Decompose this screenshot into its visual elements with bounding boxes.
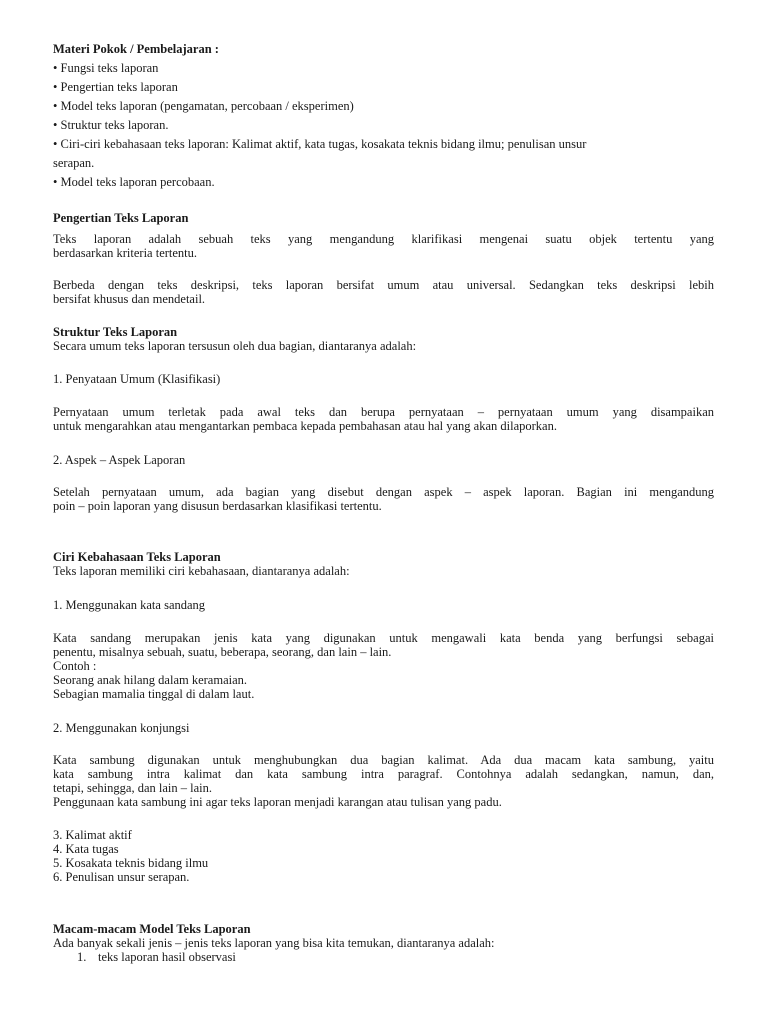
macam-intro: Ada banyak sekali jenis – jenis teks laporan yang bisa kita temukan, diantaranya adalah: (53, 936, 495, 950)
ciri-item-2-desc (53, 753, 714, 795)
paragraph-line: Kata sandang merupakan jenis kata yang digunakan untuk mengawali kata benda yang berfungsi sebagai (53, 631, 714, 645)
paragraph-line: tetapi, sehingga, dan lain – lain. (53, 781, 212, 795)
list-number: 1. (77, 950, 87, 964)
materi-heading: Materi Pokok / Pembelajaran : (53, 42, 219, 56)
struktur-item-2: 2. Aspek – Aspek Laporan (53, 453, 186, 467)
materi-item: • Fungsi teks laporan (53, 61, 159, 75)
contoh-sentence: Seorang anak hilang dalam keramaian. (53, 673, 248, 687)
paragraph-line: poin – poin laporan yang disusun berdasarkan klasifikasi tertentu. (53, 499, 382, 513)
struktur-intro: Secara umum teks laporan tersusun oleh dua bagian, diantaranya adalah: (53, 339, 417, 353)
ciri-item-1-desc (53, 631, 714, 659)
paragraph-line: Pernyataan umum terletak pada awal teks dan berupa pernyataan – pernyataan umum yang disampaikan (53, 405, 714, 419)
paragraph-line: Teks laporan adalah sebuah teks yang mengandung klarifikasi mengenai suatu objek tertentu yang (53, 232, 714, 246)
ciri-item: 5. Kosakata teknis bidang ilmu (53, 856, 209, 870)
pengertian-heading: Pengertian Teks Laporan (53, 211, 189, 225)
paragraph-line: Kata sambung digunakan untuk menghubungkan dua bagian kalimat. Ada dua macam kata sambung, yaitu (53, 753, 714, 767)
paragraph-line: Setelah pernyataan umum, ada bagian yang disebut dengan aspek – aspek laporan. Bagian ini mengandung (53, 485, 714, 499)
ciri-item-2-note: Penggunaan kata sambung ini agar teks laporan menjadi karangan atau tulisan yang padu. (53, 795, 502, 809)
paragraph-line: untuk mengarahkan atau mengantarkan pembaca kepada pembahasan atau hal yang akan dilaporkan. (53, 419, 557, 433)
paragraph-line: bersifat khusus dan mendetail. (53, 292, 206, 306)
paragraph-line: Berbeda dengan teks deskripsi, teks laporan bersifat umum atau universal. Sedangkan teks deskripsi lebih (53, 278, 714, 292)
list-item: teks laporan hasil observasi (98, 950, 236, 964)
paragraph-line: kata sambung intra kalimat dan kata sambung intra paragraf. Contohnya adalah sedangkan, namun, dan, (53, 767, 714, 781)
ciri-item-1: 1. Menggunakan kata sandang (53, 598, 206, 612)
materi-item: • Struktur teks laporan. (53, 118, 169, 132)
ciri-item: 4. Kata tugas (53, 842, 119, 856)
paragraph-line: berdasarkan kriteria tertentu. (53, 246, 198, 260)
ciri-item-2: 2. Menggunakan konjungsi (53, 721, 190, 735)
struktur-heading: Struktur Teks Laporan (53, 325, 178, 339)
pengertian-paragraph-1 (53, 232, 714, 260)
ciri-item: 3. Kalimat aktif (53, 828, 132, 842)
materi-item: • Model teks laporan (pengamatan, percobaan / eksperimen) (53, 99, 354, 113)
materi-item: • Ciri-ciri kebahasaan teks laporan: Kalimat aktif, kata tugas, kosakata teknis bidang ilmu; penulisan unsur (53, 137, 587, 151)
materi-item: • Model teks laporan percobaan. (53, 175, 215, 189)
pengertian-paragraph-2 (53, 278, 714, 306)
materi-item: serapan. (53, 156, 95, 170)
materi-item: • Pengertian teks laporan (53, 80, 178, 94)
ciri-heading: Ciri Kebahasaan Teks Laporan (53, 550, 221, 564)
paragraph-line: penentu, misalnya sebuah, suatu, beberapa, seorang, dan lain – lain. (53, 645, 392, 659)
macam-heading: Macam-macam Model Teks Laporan (53, 922, 251, 936)
ciri-intro: Teks laporan memiliki ciri kebahasaan, diantaranya adalah: (53, 564, 350, 578)
struktur-item-1: 1. Penyataan Umum (Klasifikasi) (53, 372, 221, 386)
struktur-item-1-desc (53, 405, 714, 433)
ciri-item: 6. Penulisan unsur serapan. (53, 870, 190, 884)
contoh-label: Contoh : (53, 659, 97, 673)
contoh-sentence: Sebagian mamalia tinggal di dalam laut. (53, 687, 255, 701)
struktur-item-2-desc (53, 485, 714, 513)
